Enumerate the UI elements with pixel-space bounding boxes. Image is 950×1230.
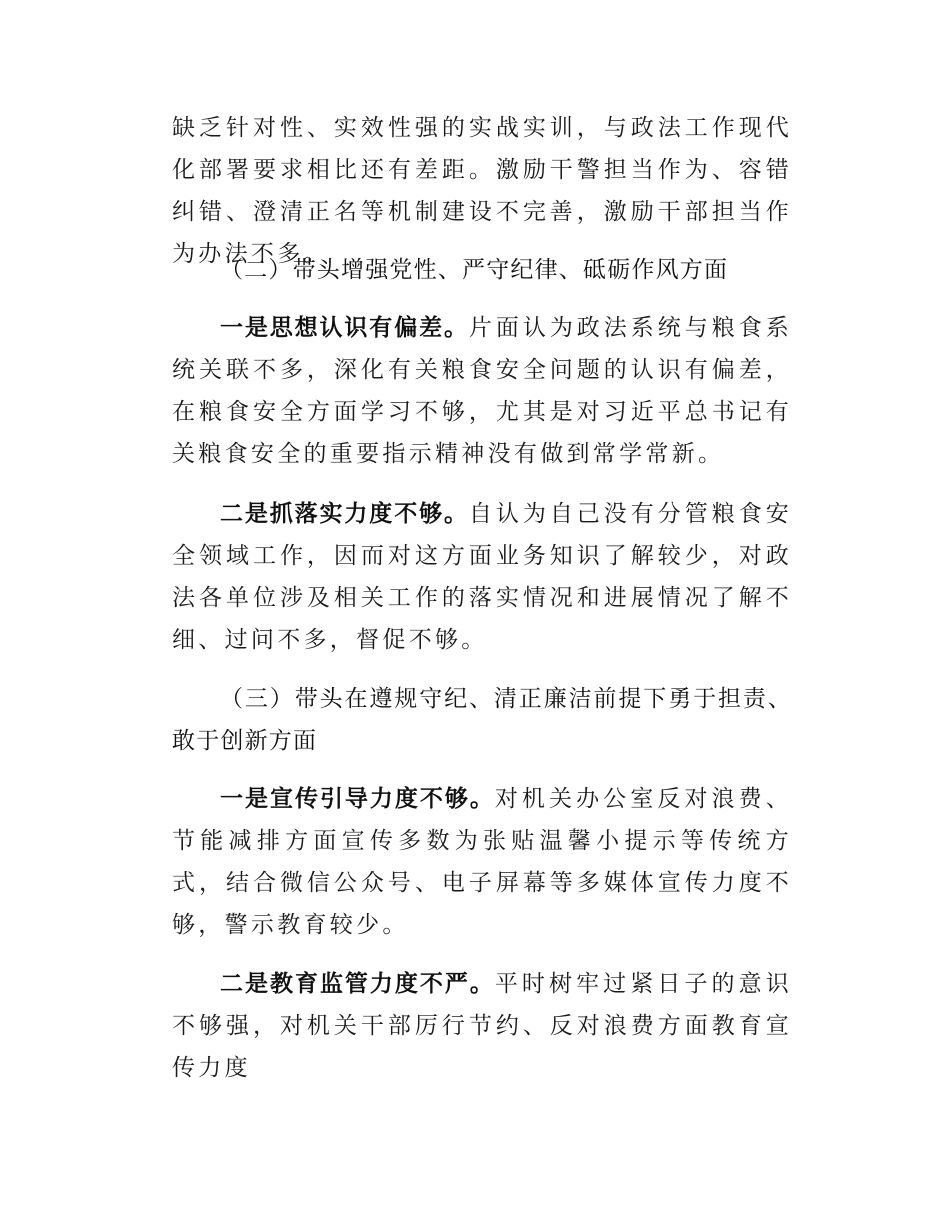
paragraph-body: 自认为自己没有分管粮食安全领域工作，因而对这方面业务知识了解较少，对政法各单位涉及相关工作的落实情况和进展情况了解不细、过问不多，督促不够。 xyxy=(172,501,792,653)
paragraph-body: 平时树牢过紧日子的意识不够强，对机关干部厉行节约、反对浪费方面教育宣传力度 xyxy=(172,971,792,1081)
section-heading-2 xyxy=(172,249,792,291)
paragraph-publicity xyxy=(172,778,792,946)
paragraph-lead: 二是抓落实力度不够。 xyxy=(220,501,469,527)
paragraph-lead: 一是宣传引导力度不够。 xyxy=(220,786,495,812)
section-heading-3 xyxy=(172,678,792,762)
paragraph-body: 对机关办公室反对浪费、节能减排方面宣传多数为张贴温馨小提示等传统方式，结合微信公众号、电子屏幕等多媒体宣传力度不够，警示教育较少。 xyxy=(172,786,792,938)
paragraph-body: 片面认为政法系统与粮食系统关联不多，深化有关粮食安全问题的认识有偏差，在粮食安全方面学习不够，尤其是对习近平总书记有关粮食安全的重要指示精神没有做到常学常新。 xyxy=(172,315,792,467)
section-heading-text: （三）带头在遵规守纪、清正廉洁前提下勇于担责、敢于创新方面 xyxy=(172,686,792,754)
paragraph-lead: 二是教育监管力度不严。 xyxy=(220,971,495,997)
section-heading-text: （二）带头增强党性、严守纪律、砥砺作风方面 xyxy=(220,257,729,283)
paragraph-implementation xyxy=(172,493,792,661)
paragraph-thought-awareness xyxy=(172,307,792,475)
paragraph-supervision xyxy=(172,963,792,1089)
paragraph-lead: 一是思想认识有偏差。 xyxy=(220,315,469,341)
paragraph-text: 缺乏针对性、实效性强的实战实训，与政法工作现代化部署要求相比还有差距。激励干警担当作为、容错纠错、澄清正名等机制建设不完善，激励干部担当作为办法不多。 xyxy=(172,115,792,267)
